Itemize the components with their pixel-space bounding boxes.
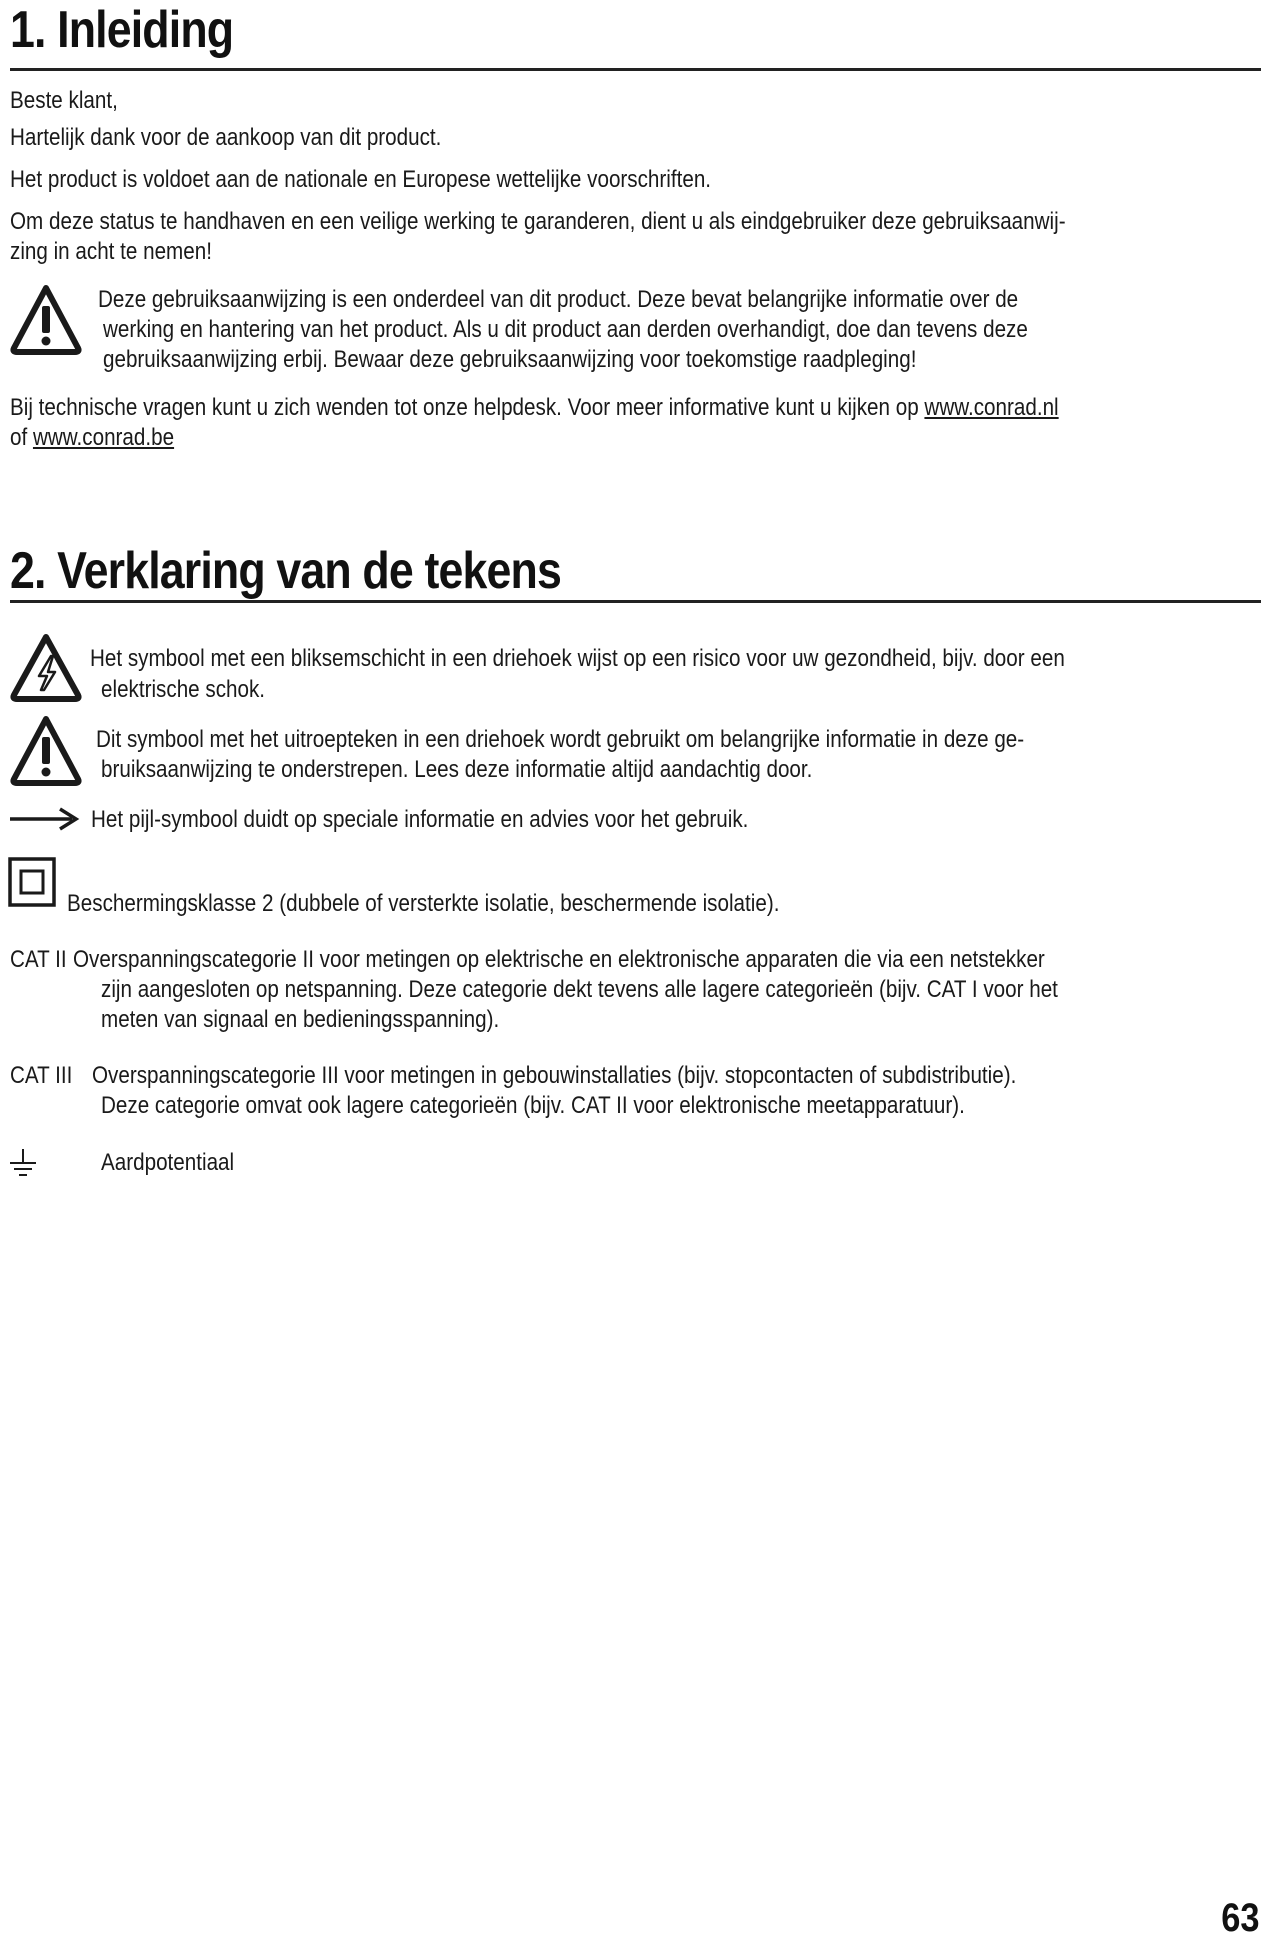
warning-line-2: werking en hantering van het product. Als u dit product aan derden overhandigt, doe dan tevens deze	[103, 316, 1028, 343]
section-heading-tekens: 2. Verklaring van de tekens	[10, 542, 561, 600]
helpdesk-line-2	[10, 419, 174, 456]
ground-icon	[8, 1147, 38, 1179]
cat3-line-1: Overspanningscategorie III voor metingen in gebouwinstallaties (bijv. stopcontacten of subdistributie).	[92, 1062, 1017, 1089]
or-text: of	[10, 424, 28, 451]
cat2-line-3: meten van signaal en bedieningsspanning).	[101, 1006, 500, 1033]
cat3-line-2: Deze categorie omvat ook lagere categorieën (bijv. CAT II voor elektronische meetapparatuur).	[101, 1092, 965, 1119]
warning-line-1: Deze gebruiksaanwijzing is een onderdeel van dit product. Deze bevat belangrijke informatie over de	[98, 286, 1019, 313]
double-insulation-icon	[8, 857, 56, 907]
heading-rule	[10, 68, 1261, 71]
page-number: 63	[1220, 1896, 1259, 1940]
instruction-line-2: zing in acht te nemen!	[10, 238, 212, 265]
ground-text: Aardpotentiaal	[101, 1149, 235, 1176]
exclaim-line-1: Dit symbool met het uitroepteken in een driehoek wordt gebruikt om belangrijke informatie in deze ge-	[96, 726, 1025, 753]
cat2-line-2: zijn aangesloten op netspanning. Deze categorie dekt tevens alle lagere categorieën (bijv. CAT I voor het	[101, 976, 1058, 1003]
conrad-be-link[interactable]: www.conrad.be	[32, 424, 175, 451]
cat3-label: CAT III	[10, 1062, 73, 1089]
exclamation-triangle-icon	[8, 282, 84, 358]
exclaim-line-2: bruiksaanwijzing te onderstrepen. Lees deze informatie altijd aandachtig door.	[101, 756, 813, 783]
greeting-text: Beste klant,	[10, 87, 118, 114]
instruction-line-1: Om deze status te handhaven en een veilige werking te garanderen, dient u als eindgebruiker deze gebruiksaanwij-	[10, 208, 1066, 235]
section-heading-inleiding: 1. Inleiding	[10, 1, 234, 59]
lightning-line-2: elektrische schok.	[101, 676, 266, 703]
cat2-label: CAT II	[10, 946, 67, 973]
arrow-text: Het pijl-symbool duidt op speciale informatie en advies voor het gebruik.	[91, 806, 749, 833]
exclamation-triangle-icon	[8, 713, 84, 789]
warning-line-3: gebruiksaanwijzing erbij. Bewaar deze gebruiksaanwijzing voor toekomstige raadpleging!	[103, 346, 917, 373]
lightning-triangle-icon	[8, 632, 84, 704]
lightning-line-1: Het symbool met een bliksemschicht in een driehoek wijst op een risico voor uw gezondheid, bijv. door een	[90, 645, 1065, 672]
cat2-line-1: Overspanningscategorie II voor metingen op elektrische en elektronische apparaten die via een netstekker	[73, 946, 1045, 973]
compliance-text: Het product is voldoet aan de nationale en Europese wettelijke voorschriften.	[10, 166, 712, 193]
helpdesk-text: Bij technische vragen kunt u zich wenden tot onze helpdesk. Voor meer informative kunt u kijken op	[10, 394, 919, 421]
arrow-right-icon	[8, 806, 80, 832]
thanks-text: Hartelijk dank voor de aankoop van dit product.	[10, 124, 442, 151]
heading-rule	[10, 600, 1261, 603]
class2-text: Beschermingsklasse 2 (dubbele of versterkte isolatie, beschermende isolatie).	[67, 890, 780, 917]
conrad-nl-link[interactable]: www.conrad.nl	[924, 394, 1059, 421]
